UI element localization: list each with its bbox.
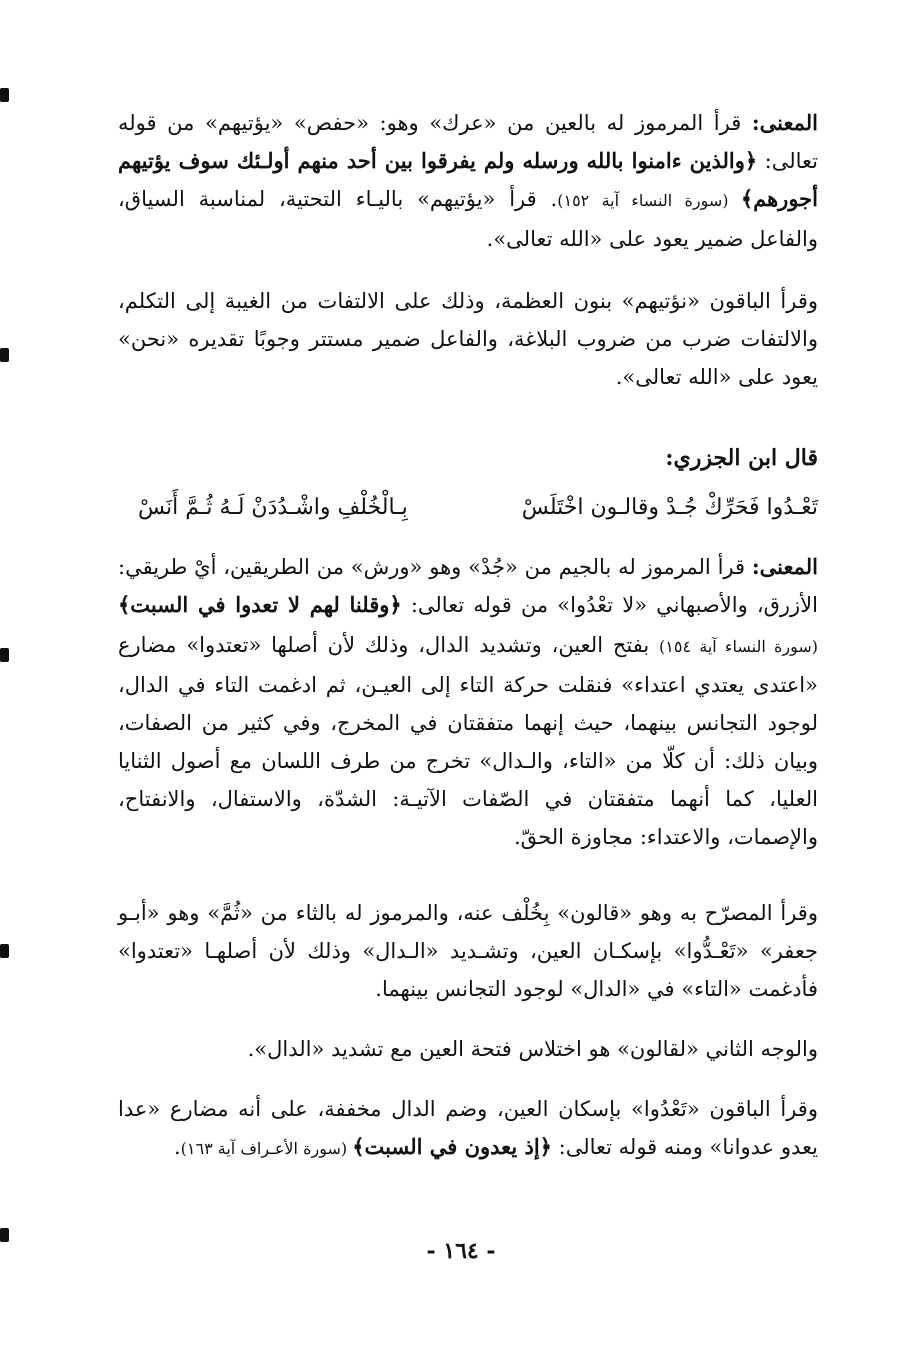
verse-reference: (سورة النساء آية ١٥٢) <box>557 191 741 210</box>
paragraph-3-text-b: بفتح العين، وتشديد الدال، وذلك لأن أصلها «تعتدوا» مضارع «اعتدى يعتدي اعتداء» فنقلت حركة التاء إلى العيـن، ثم ادغمت التاء في الدال، لوجود التجانس بينهما، حيث إنهما متفقتان في المخرج، وفي كثير من الصفات، وبيان ذلك: أن كلّا من «التاء، والـدال» تخرج من طرف اللسان مع أصول الثنايا العليا، كما أنهما متفقتان في الصّفات الآتيـة: الشدّة، والاستفال، والانفتاح، والإصمات، والاعتداء: مجاوزة الحقّ. <box>118 633 818 849</box>
binding-mark <box>0 348 9 362</box>
paragraph-3-text-a: قرأ المرموز له بالجيم من «جُدْ» وهو «ورش» من الطريقين، أيْ طريقي: الأزرق، والأصبهاني «لا تعْدُوا» من قوله تعالى: <box>118 555 818 617</box>
poem-second-hemistich: بِـالْخُلْفِ واشْـدُدَنْ لَـهُ ثُـمَّ أَنَسْ <box>138 495 408 520</box>
binding-mark <box>0 648 9 662</box>
poem-first-hemistich: تَعْـدُوا فَحَرِّكْ جُـدْ وقالـون اخْتَلَسْ <box>521 495 818 520</box>
quran-verse: ﴿وقلنا لهم لا تعدوا في السبت﴾ <box>118 592 402 617</box>
paragraph-4: وقرأ المصرّح به وهو «قالون» بِخُلْف عنه، والمرموز له بالثاء من «ثُمَّ» وهو «أبـو جعفر» «تَعْـدُّوا» بإسكـان العين، وتشـديد «الـدال» وذلك لأن أصلهـا «تعتدوا» فأدغمت «التاء» في «الدال» لوجود التجانس بينهما. <box>118 901 818 1001</box>
meaning-label: المعنى: <box>751 554 818 579</box>
paragraph-6-text-b: . <box>173 1135 181 1159</box>
paragraph-5: والوجه الثاني «لقالون» هو اختلاس فتحة العين مع تشديد «الدال». <box>247 1037 818 1061</box>
paragraph-1-text-b: . قرأ «يؤتيهم» باليـاء التحتية، لمناسبة السياق، والفاعل ضمير يعود على «الله تعالى». <box>118 187 818 251</box>
paragraph-3 <box>118 548 818 856</box>
verse-reference: (سورة النساء آية ١٥٤) <box>659 637 819 656</box>
meaning-label: المعنى: <box>751 110 818 135</box>
paragraph-1-text-a: قرأ المرموز له بالعين من «عرك» وهو: «حفص» «يؤتيهم» من قوله تعالى: <box>118 111 819 173</box>
verse-reference: (سورة الأعـراف آية ١٦٣) <box>180 1139 353 1158</box>
quran-verse: ﴿إذ يعدون في السبت﴾ <box>352 1134 552 1159</box>
binding-mark <box>0 88 9 102</box>
binding-mark <box>0 944 9 958</box>
page-number: - ١٦٤ - <box>426 1238 496 1264</box>
paragraph-6-text-a: وقرأ الباقون «تَعْدُوا» بإسكان العين، وضم الدال مخففة، على أنه مضارع «عدا يعدو عدوانا» ومنه قوله تعالى: <box>118 1097 818 1159</box>
binding-mark <box>0 1228 9 1242</box>
paragraph-1 <box>118 104 818 258</box>
paragraph-2: وقرأ الباقون «نؤتيهم» بنون العظمة، وذلك على الالتفات من الغيبة إلى التكلم، والالتفات ضرب من ضروب البلاغة، والفاعل ضمير مستتر وجوبًا تقديره «نحن» يعود على «الله تعالى». <box>118 289 818 389</box>
quran-verse: ﴿والذين ءامنوا بالله ورسله ولم يفرقوا بين أحد منهم أولـئك سوف يؤتيهم أجورهم﴾ <box>118 148 818 211</box>
paragraph-6 <box>118 1090 818 1168</box>
section-heading: قال ابن الجزري: <box>665 445 818 471</box>
